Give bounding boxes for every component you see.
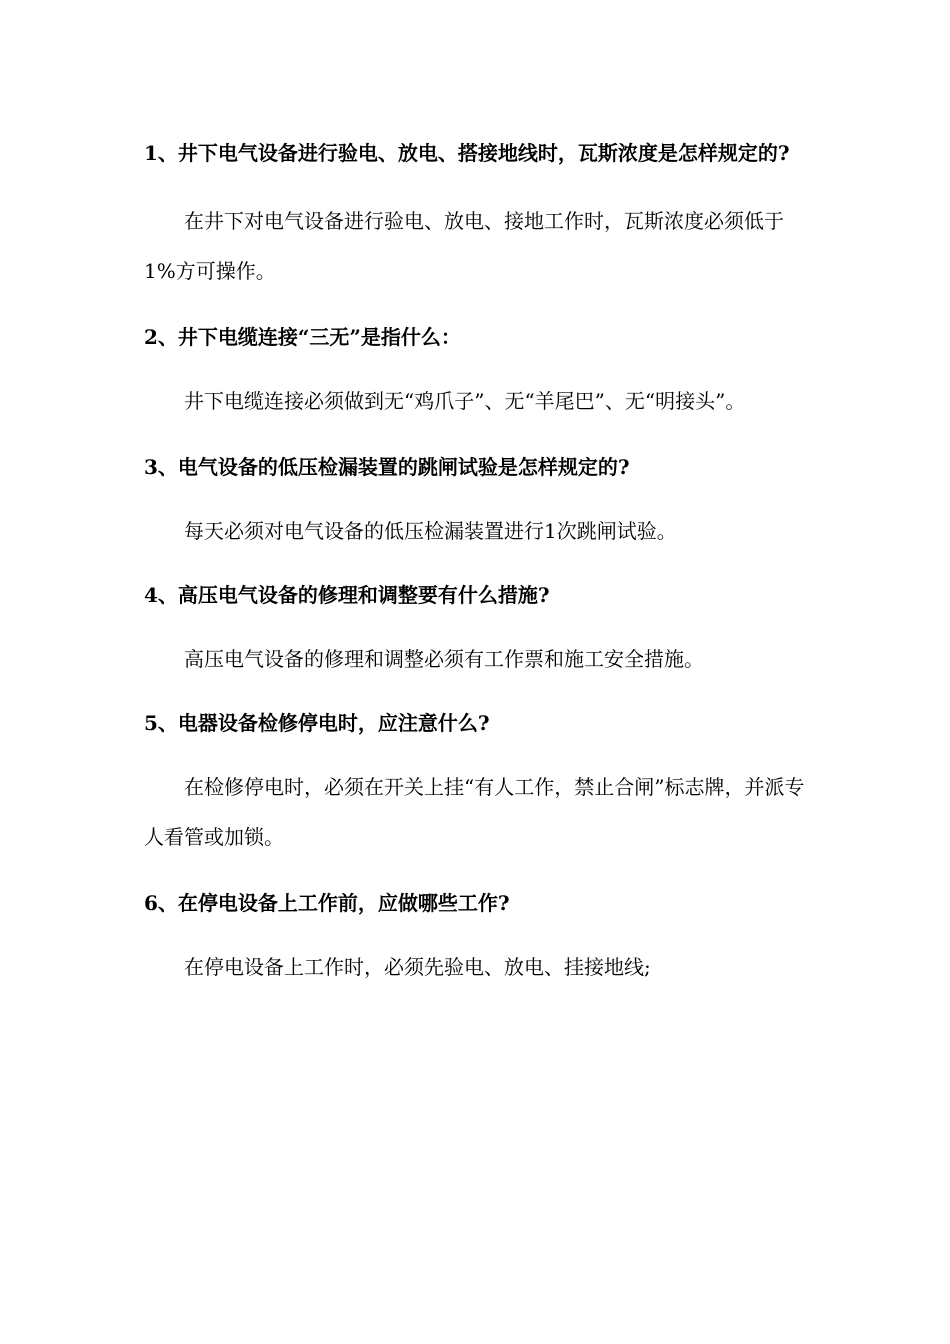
answer-1: 在井下对电气设备进行验电、放电、接地工作时，瓦斯浓度必须低于1%方可操作。 (144, 209, 784, 283)
question-1: 1、井下电气设备进行验电、放电、搭接地线时，瓦斯浓度是怎样规定的? (144, 141, 790, 165)
answer-3: 每天必须对电气设备的低压检漏装置进行1次跳闸试验。 (184, 519, 677, 543)
qa-item-6 (144, 878, 808, 992)
question-5: 5、电器设备检修停电时，应注意什么? (144, 711, 490, 735)
answer-2: 井下电缆连接必须做到无“鸡爪子”、无“羊尾巴”、无“明接头”。 (184, 389, 746, 413)
qa-item-4 (144, 570, 808, 684)
question-4: 4、高压电气设备的修理和调整要有什么措施? (144, 583, 550, 607)
question-3: 3、电气设备的低压检漏装置的跳闸试验是怎样规定的? (144, 455, 630, 479)
qa-item-2 (144, 312, 808, 426)
qa-item-1 (144, 128, 808, 296)
question-2: 2、井下电缆连接“三无”是指什么： (144, 325, 461, 349)
qa-item-3 (144, 442, 808, 556)
answer-4: 高压电气设备的修理和调整必须有工作票和施工安全措施。 (184, 647, 704, 671)
answer-6: 在停电设备上工作时，必须先验电、放电、挂接地线; (184, 955, 651, 979)
question-6: 6、在停电设备上工作前，应做哪些工作? (144, 891, 510, 915)
answer-5: 在检修停电时，必须在开关上挂“有人工作，禁止合闸”标志牌，并派专人看管或加锁。 (144, 775, 805, 849)
document-page (144, 128, 808, 1008)
qa-item-5 (144, 698, 808, 862)
